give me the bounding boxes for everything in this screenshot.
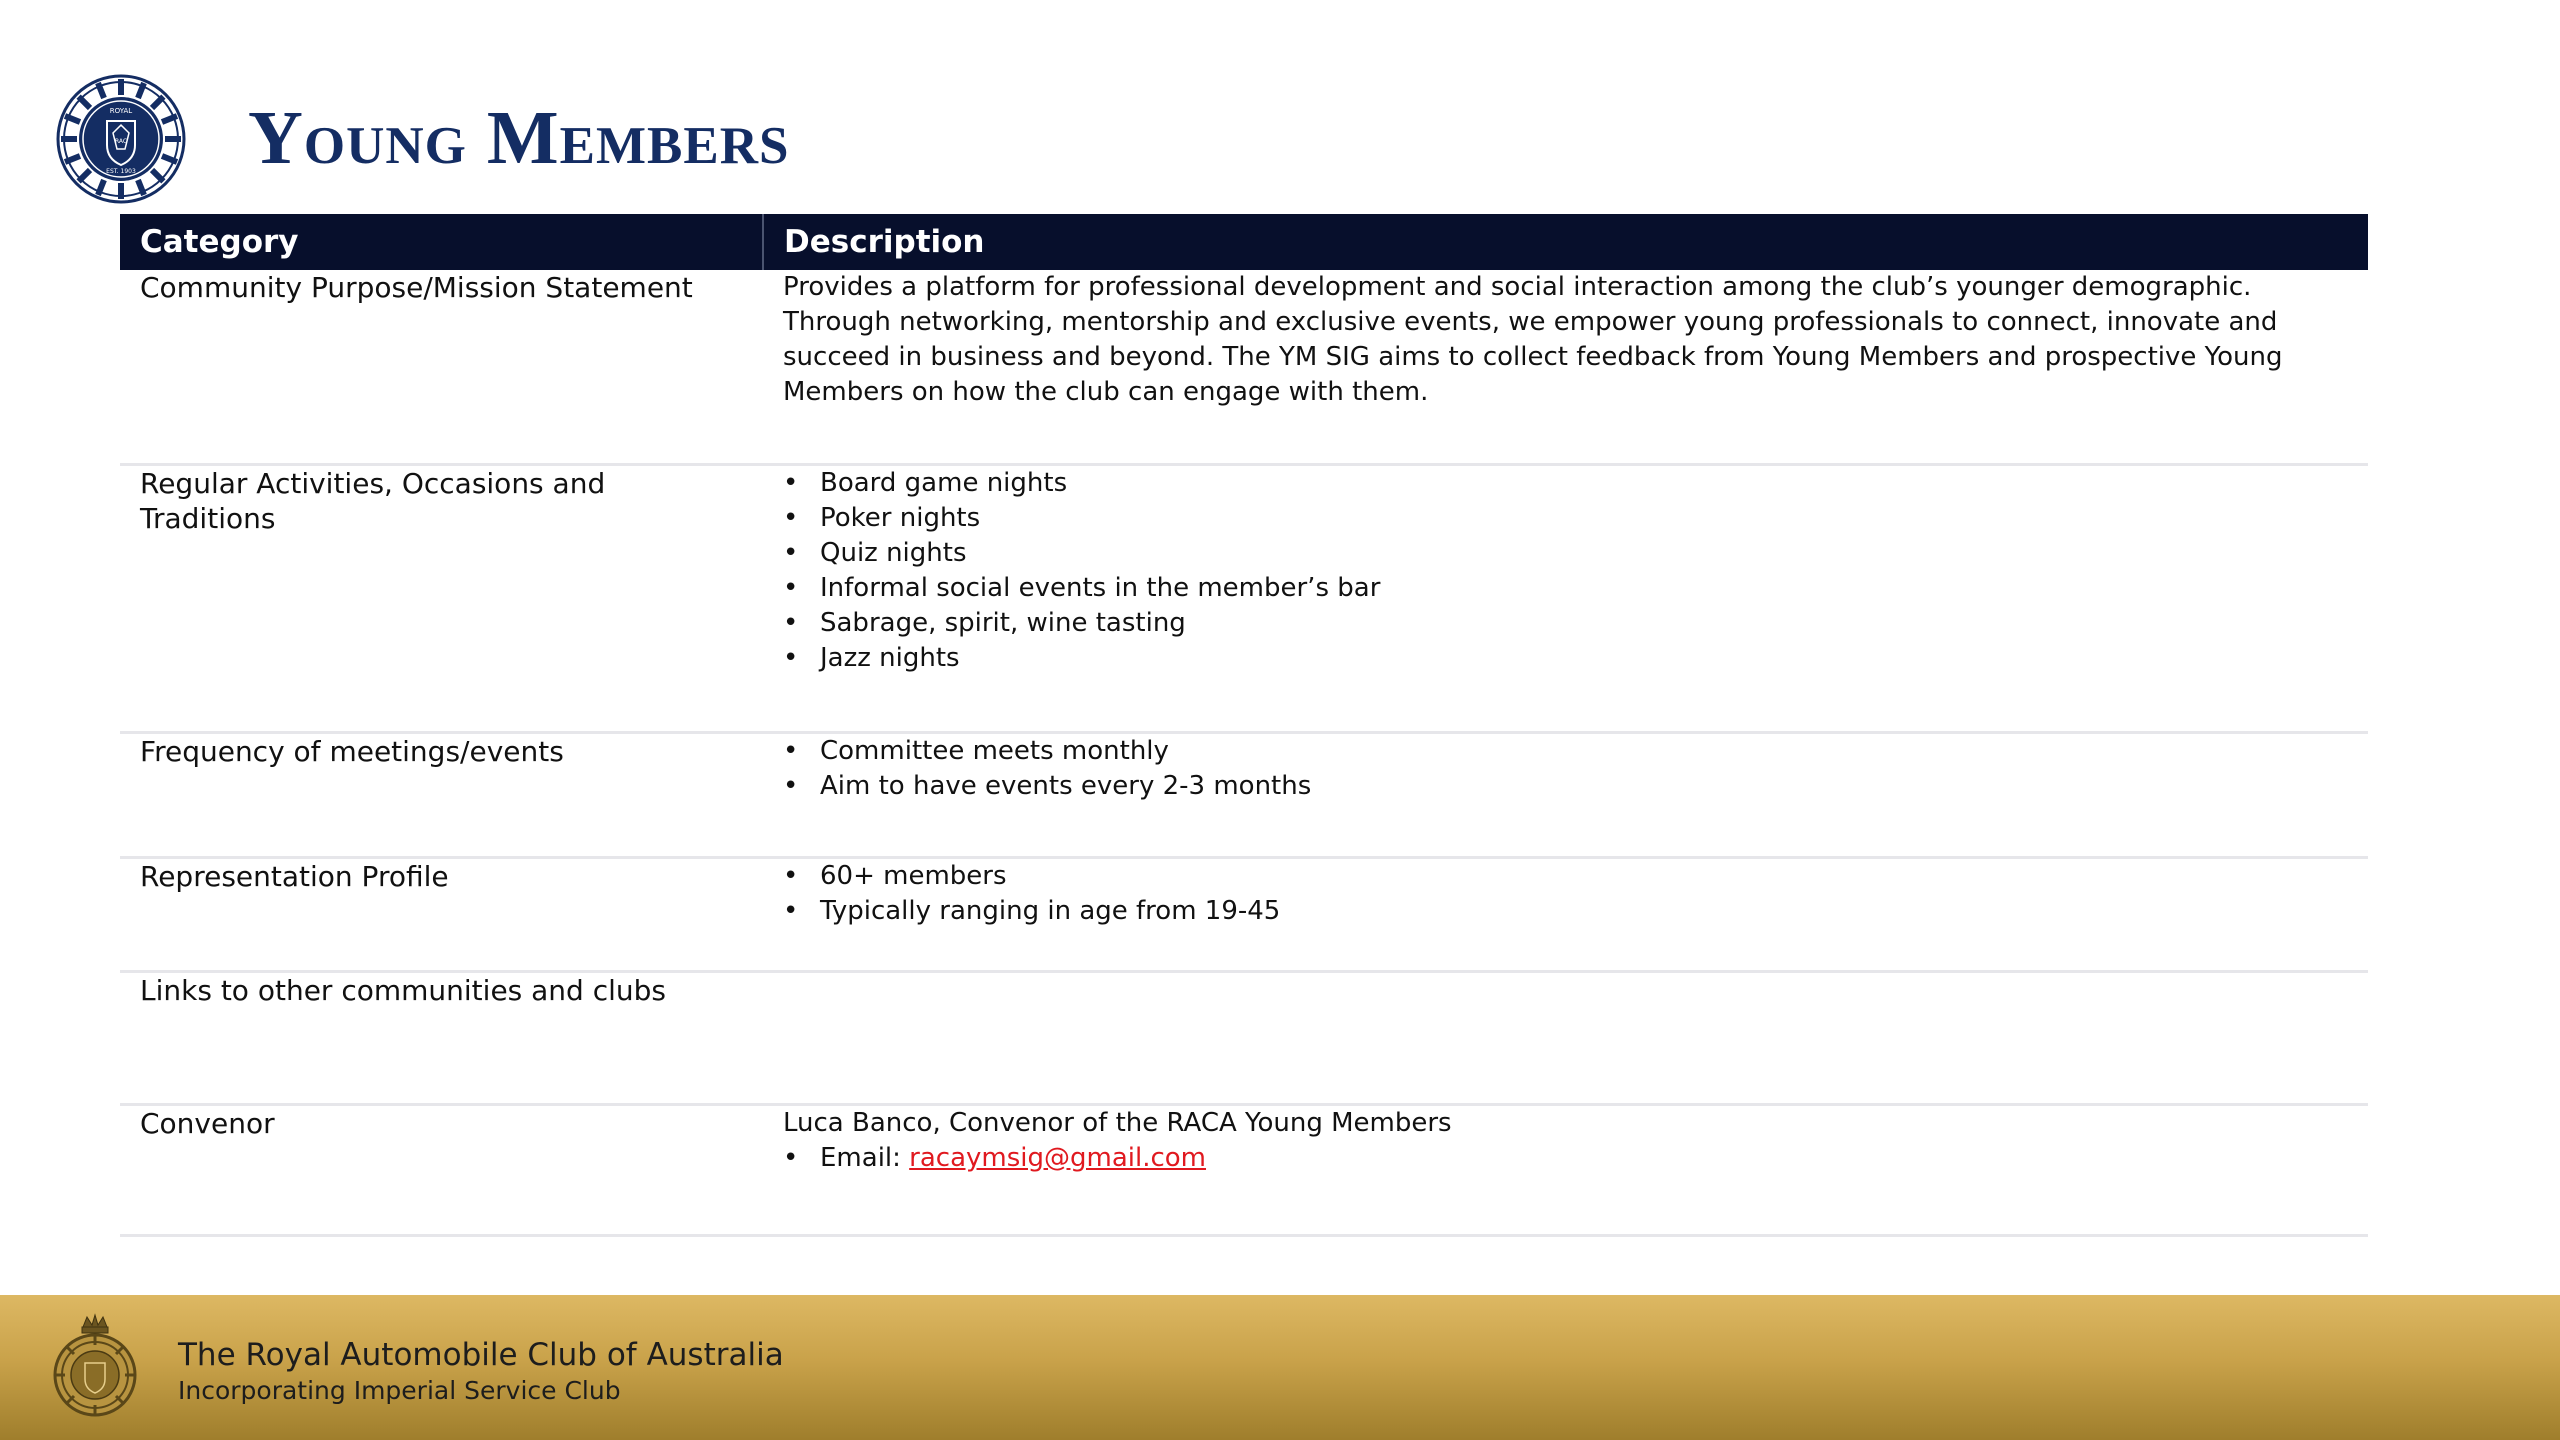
list-item: • Poker nights [783,501,2344,536]
list-item: • Quiz nights [783,536,2344,571]
bullet-icon: • [783,643,799,673]
frequency-description-cell [763,733,2368,858]
mission-description-cell: Provides a platform for professional development and social interaction among the club’s younger demographic. Through networking, mentorship and exclusive events, we empower young professionals to connect, innovate and succeed in business and beyond. The YM SIG aims to collect feedback from Young Members and prospective Young Members on how the club can engage with them. [763,270,2368,465]
svg-text:EST. 1903: EST. 1903 [106,168,136,175]
bullet-icon: • [783,736,799,766]
convenor-contact-list [783,1141,2344,1176]
svg-text:ROYAL: ROYAL [109,107,133,115]
list-item: • Jazz nights [783,641,2344,676]
list-item: • Typically ranging in age from 19-45 [783,894,2344,929]
mission-category-cell: Community Purpose/Mission Statement [120,270,763,465]
list-item: • Sabrage, spirit, wine tasting [783,606,2344,641]
bullet-icon: • [783,468,799,498]
convenor-category-cell: Convenor [120,1105,763,1236]
young-members-info-table [120,214,2368,1237]
column-header-description: Description [763,214,2368,270]
bullet-icon: • [783,608,799,638]
activities-category-cell: Regular Activities, Occasions and Traditions [120,465,763,733]
bullet-icon: • [783,896,799,926]
representation-list [783,859,2344,929]
bullet-icon: • [783,1143,799,1173]
links-category-cell: Links to other communities and clubs [120,972,763,1105]
footer-club-name: The Royal Automobile Club of Australia [178,1337,784,1373]
list-item: • 60+ members [783,859,2344,894]
email-label: Email: [820,1143,910,1173]
table-row-links [120,972,2368,1105]
list-item: • Informal social events in the member’s bar [783,571,2344,606]
bullet-icon: • [783,503,799,533]
representation-description-cell [763,858,2368,972]
convenor-email-link[interactable]: racaymsig@gmail.com [909,1143,1207,1173]
list-item [783,1141,2344,1176]
representation-category-cell: Representation Profile [120,858,763,972]
activities-list [783,466,2344,676]
bullet-icon: • [783,538,799,568]
footer-club-subtitle: Incorporating Imperial Service Club [178,1376,621,1405]
list-item: • Board game nights [783,466,2344,501]
page-title: Young Members [248,96,790,180]
club-emblem-logo [55,73,187,205]
table-row-mission [120,270,2368,465]
activities-description-cell [763,465,2368,733]
svg-text:RAC: RAC [114,138,128,145]
list-item: • Committee meets monthly [783,734,2344,769]
footer-band [0,1295,2560,1440]
column-header-category: Category [120,214,763,270]
table-row-representation [120,858,2368,972]
table-header-row [120,214,2368,270]
convenor-description-cell [763,1105,2368,1236]
bullet-icon: • [783,771,799,801]
table-row-frequency [120,733,2368,858]
footer-crest-logo [50,1313,140,1423]
convenor-name-line: Luca Banco, Convenor of the RACA Young Members [783,1108,1452,1138]
bullet-icon: • [783,861,799,891]
table-row-convenor [120,1105,2368,1236]
bullet-icon: • [783,573,799,603]
frequency-category-cell: Frequency of meetings/events [120,733,763,858]
frequency-list [783,734,2344,804]
links-description-cell [763,972,2368,1105]
table-row-activities [120,465,2368,733]
list-item: • Aim to have events every 2-3 months [783,769,2344,804]
